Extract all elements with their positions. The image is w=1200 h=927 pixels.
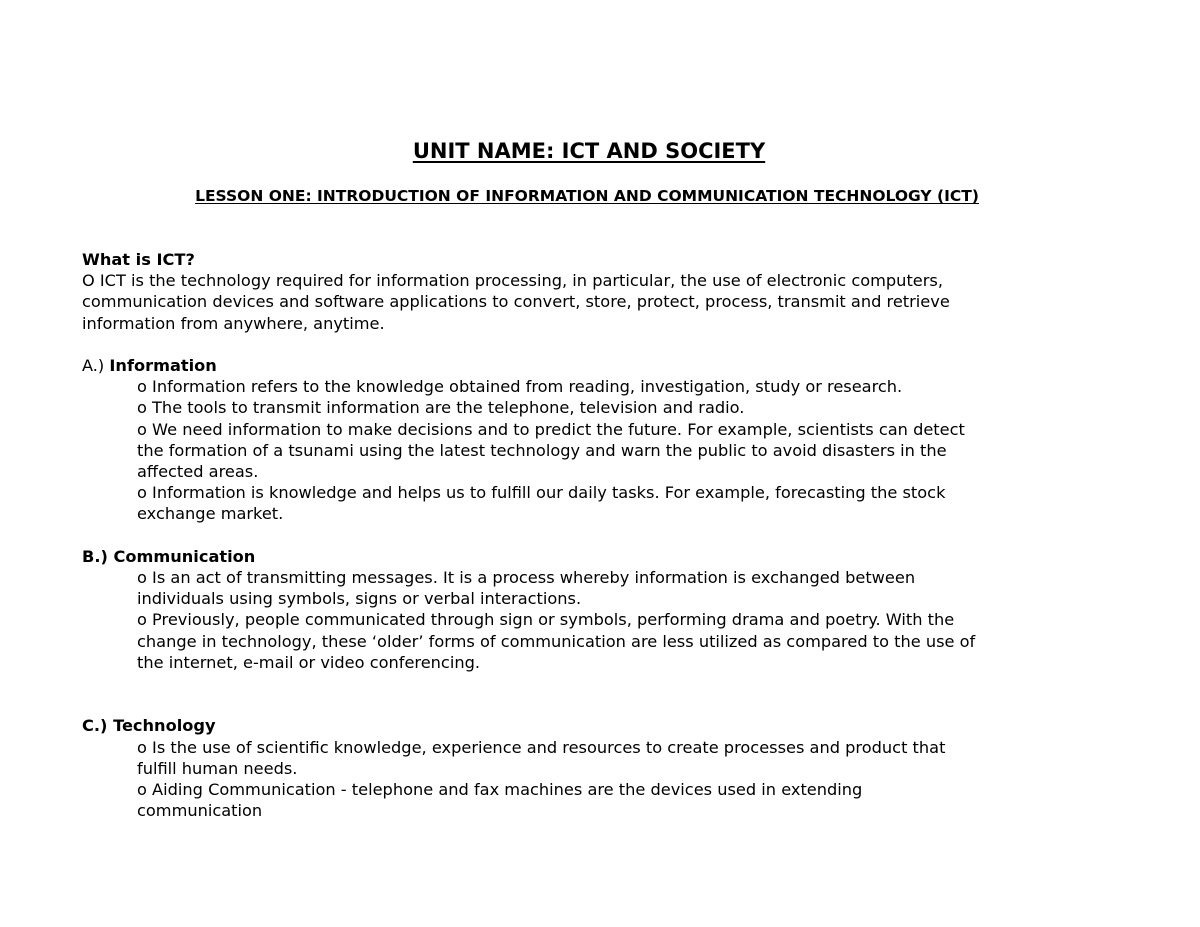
section-b-heading: B.) Communication bbox=[82, 546, 256, 566]
bullet-line: the internet, e-mail or video conferencing. bbox=[137, 652, 481, 672]
spacer bbox=[82, 673, 1092, 694]
section-b-bullets bbox=[82, 567, 1092, 673]
document-body bbox=[82, 249, 1092, 821]
spacer bbox=[82, 525, 1092, 546]
bullet-line: o Information is knowledge and helps us to fulfill our daily tasks. For example, forecasting the stock bbox=[137, 483, 946, 503]
section-c-heading: C.) Technology bbox=[82, 716, 216, 736]
bullet-line: fulfill human needs. bbox=[137, 758, 298, 778]
bullet-line: the formation of a tsunami using the latest technology and warn the public to avoid disasters in the bbox=[137, 440, 947, 460]
bullet-line: o The tools to transmit information are the telephone, television and radio. bbox=[137, 398, 745, 418]
bullet-line: o Is the use of scientific knowledge, experience and resources to create processes and product that bbox=[137, 737, 946, 757]
bullet-line: communication bbox=[137, 801, 263, 821]
bullet-line: o Aiding Communication - telephone and fax machines are the devices used in extending bbox=[137, 780, 863, 800]
what-is-ict-line: information from anywhere, anytime. bbox=[82, 313, 385, 333]
bullet-line: individuals using symbols, signs or verbal interactions. bbox=[137, 589, 582, 609]
section-a-heading bbox=[82, 355, 1092, 376]
spacer bbox=[82, 334, 1092, 355]
lesson-title: LESSON ONE: INTRODUCTION OF INFORMATION AND COMMUNICATION TECHNOLOGY (ICT) bbox=[195, 187, 979, 205]
section-a-title: Information bbox=[109, 356, 217, 375]
spacer bbox=[82, 694, 1092, 715]
bullet-line: o Previously, people communicated through sign or symbols, performing drama and poetry. With the bbox=[137, 610, 955, 630]
section-c-bullets bbox=[82, 737, 1092, 822]
what-is-ict-heading: What is ICT? bbox=[82, 250, 195, 269]
bullet-line: affected areas. bbox=[137, 462, 259, 482]
section-a-prefix: A.) bbox=[82, 356, 110, 375]
bullet-line: o Information refers to the knowledge obtained from reading, investigation, study or research. bbox=[137, 377, 903, 397]
bullet-line: exchange market. bbox=[137, 504, 284, 524]
what-is-ict-line: communication devices and software applications to convert, store, protect, process, transmit and retrieve bbox=[82, 292, 950, 312]
bullet-line: change in technology, these ‘older’ forms of communication are less utilized as compared to the use of bbox=[137, 631, 976, 651]
what-is-ict-line: O ICT is the technology required for information processing, in particular, the use of electronic computers, bbox=[82, 271, 943, 291]
bullet-line: o Is an act of transmitting messages. It is a process whereby information is exchanged between bbox=[137, 568, 916, 588]
section-a-bullets bbox=[82, 376, 1092, 524]
bullet-line: o We need information to make decisions and to predict the future. For example, scientists can detect bbox=[137, 419, 965, 439]
unit-title: UNIT NAME: ICT AND SOCIETY bbox=[412, 139, 766, 163]
